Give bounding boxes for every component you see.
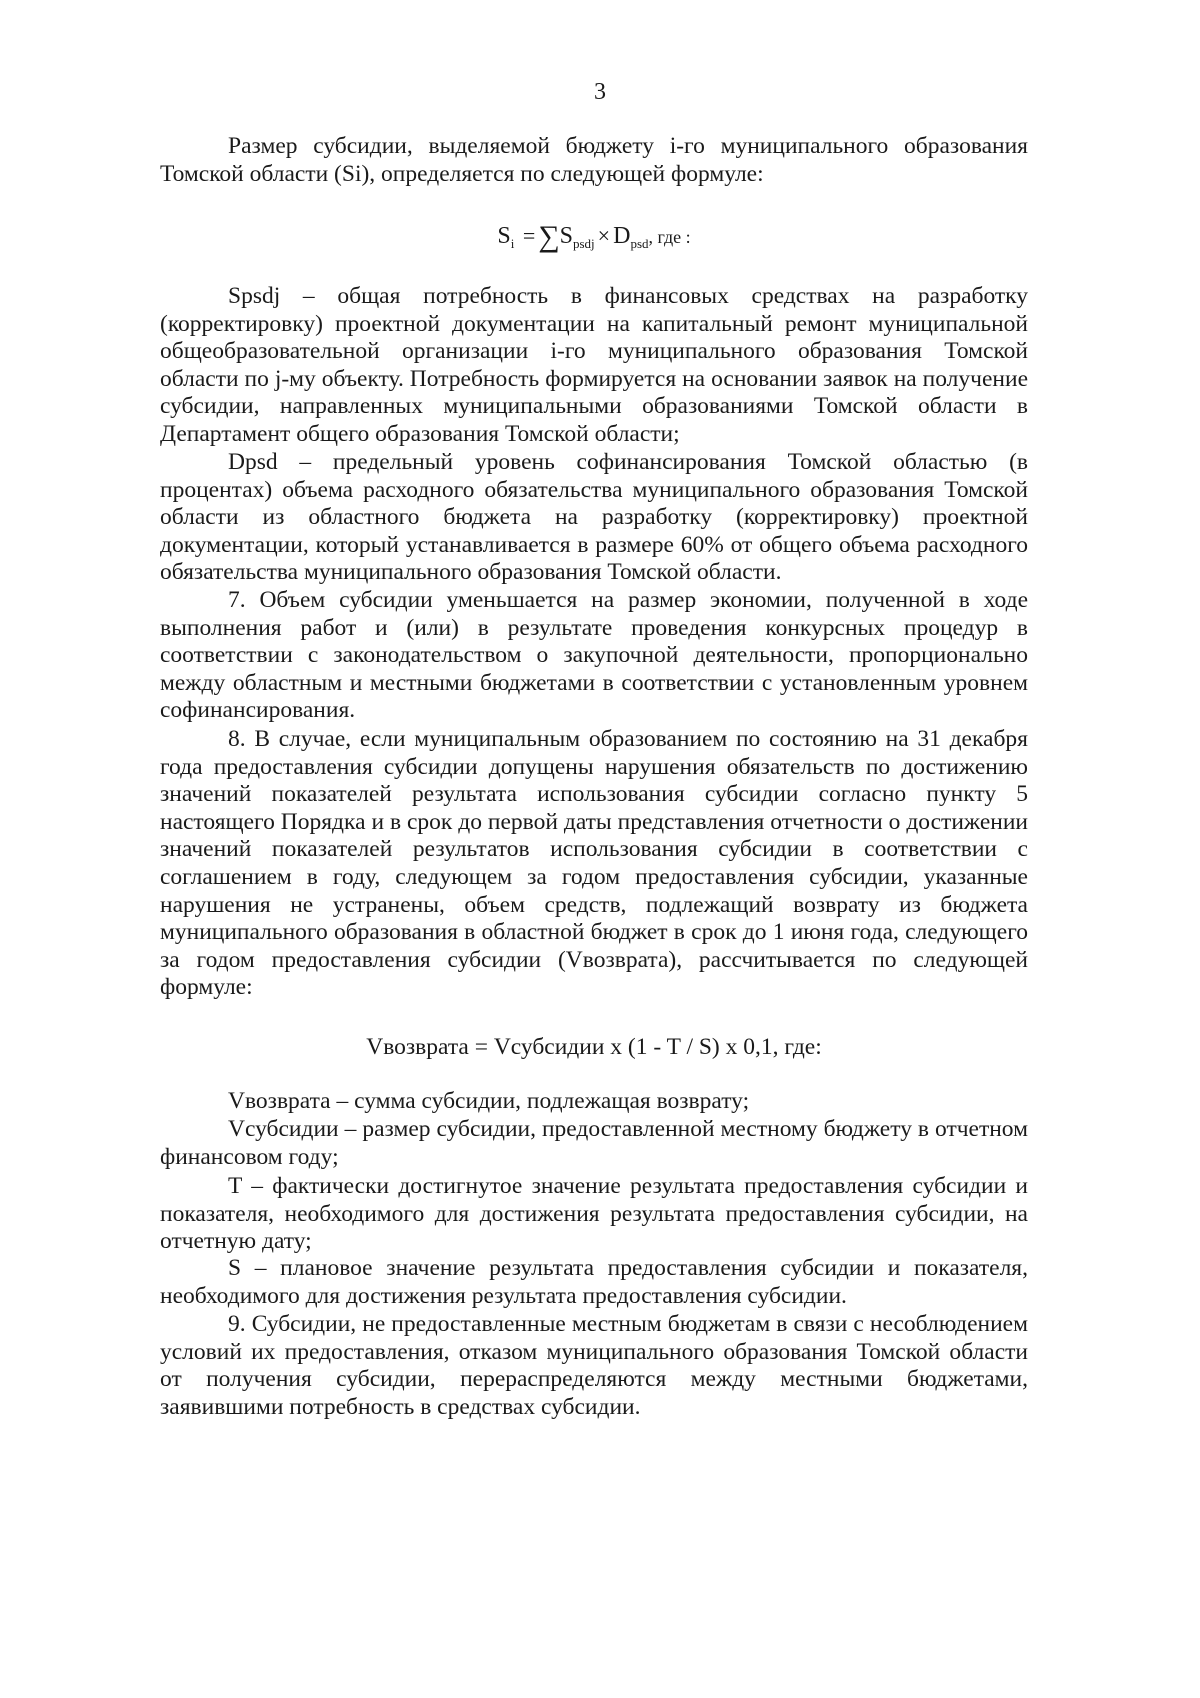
- formula1-lhs-symbol: S: [497, 223, 511, 249]
- paragraph-item-9: 9. Субсидии, не предоставленные местным бюджетам в связи с несоблюдением условий их предоставления, отказом муниципального образования Томской области от получения субсидии, перераспределяются между местными бюджетами, заявившими потребность в средствах субсидии.: [160, 1311, 1028, 1420]
- formula1-equals: =: [522, 223, 536, 248]
- formula1-sum-sign: ∑: [538, 220, 560, 253]
- paragraph-dpsd-definition: Dpsd – предельный уровень софинансирования Томской областью (в процентах) объема расходного обязательства муниципального образования Томской области из областного бюджета на разработку (корректировку) проектной документации, который устанавливается в размере 60% от общего объема расходного обязательства муниципального образования Томской области.: [160, 449, 1028, 586]
- formula-subsidy-size: [160, 221, 1028, 259]
- formula-refund-amount: Vвозврата = Vсубсидии x (1 - T / S) x 0,1, где:: [366, 1034, 822, 1060]
- formula1-s-subscript: psdj: [573, 236, 595, 251]
- paragraph-item-8: 8. В случае, если муниципальным образованием по состоянию на 31 декабря года предоставления субсидии допущены нарушения обязательств по достижению значений показателей результата использования субсидии согласно пункту 5 настоящего Порядка и в срок до первой даты представления отчетности о достижении значений показателей результатов использования субсидии в соответствии с соглашением в году, следующем за годом предоставления субсидии, указанные нарушения не устранены, объем средств, подлежащий возврату из бюджета муниципального образования в областной бюджет в срок до 1 июня года, следующего за годом предоставления субсидии (Vвозврата), рассчитывается по следующей формуле:: [160, 726, 1028, 1001]
- paragraph-subsidy-size-intro: Размер субсидии, выделяемой бюджету i-го муниципального образования Томской области (Si), определяется по следующей формуле:: [160, 133, 1028, 187]
- page-number: 3: [594, 79, 606, 105]
- formula1-d-subscript: psd: [630, 236, 649, 251]
- paragraph-t-definition: T – фактически достигнутое значение результата предоставления субсидии и показателя, необходимого для достижения результата предоставления субсидии, на отчетную дату;: [160, 1173, 1028, 1255]
- formula1-times: ×: [597, 223, 611, 248]
- formula1-suffix: , где :: [648, 227, 691, 247]
- paragraph-item-7: 7. Объем субсидии уменьшается на размер экономии, полученной в ходе выполнения работ и (или) в результате проведения конкурсных процедур в соответствии с законодательством о закупочной деятельности, пропорционально между областным и местными бюджетами в соответствии с установленным уровнем софинансирования.: [160, 587, 1028, 724]
- paragraph-s-definition: S – плановое значение результата предоставления субсидии и показателя, необходимого для достижения результата предоставления субсидии.: [160, 1255, 1028, 1309]
- formula1-lhs-subscript: i: [510, 236, 515, 251]
- paragraph-vsubsidii-definition: Vсубсидии – размер субсидии, предоставленной местному бюджету в отчетном финансовом году;: [160, 1116, 1028, 1170]
- paragraph-spsdj-definition: Spsdj – общая потребность в финансовых средствах на разработку (корректировку) проектной документации на капитальный ремонт муниципальной общеобразовательной организации i-го муниципального образования Томской области по j-му объекту. Потребность формируется на основании заявок на получение субсидии, направленных муниципальными образованиями Томской области в Департамент общего образования Томской области;: [160, 283, 1028, 447]
- formula1-d-symbol: D: [613, 223, 631, 249]
- formula1-s-symbol: S: [559, 223, 573, 249]
- paragraph-vvozvrata-definition: Vвозврата – сумма субсидии, подлежащая возврату;: [228, 1088, 750, 1114]
